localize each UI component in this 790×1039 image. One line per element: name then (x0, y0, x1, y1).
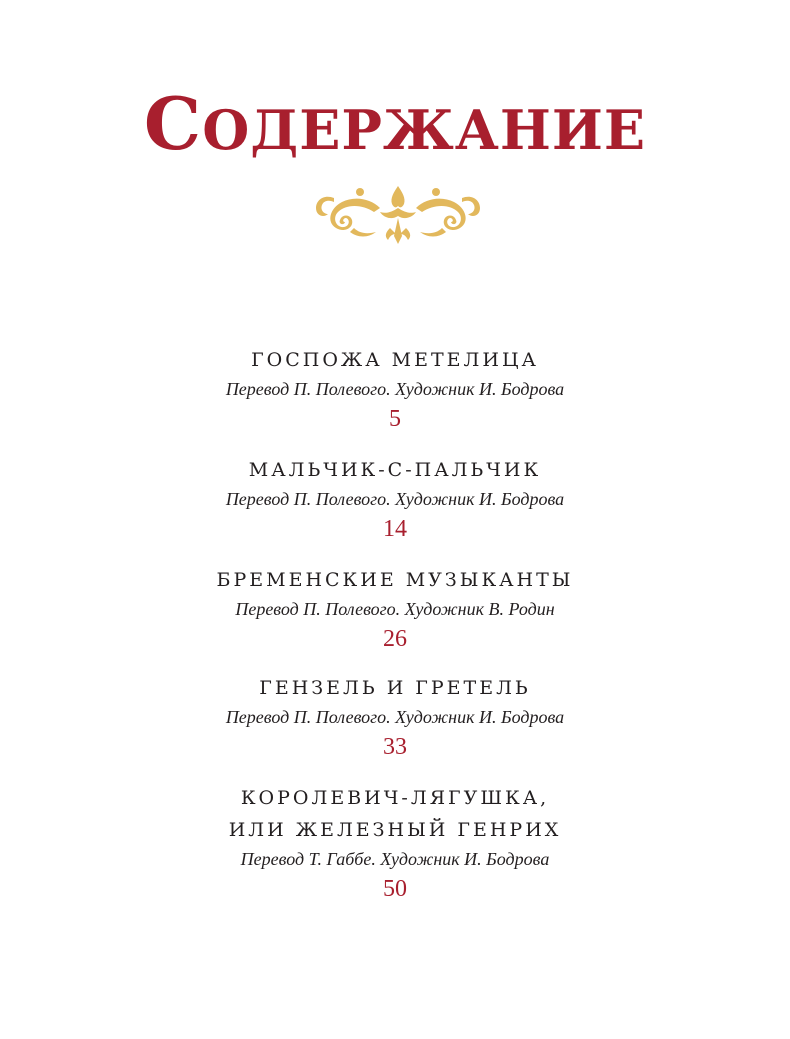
toc-entry-page-number: 5 (389, 406, 401, 432)
page-title-initial: С (143, 81, 203, 166)
toc-entry[interactable] (0, 564, 790, 654)
toc-entry-title-line: ИЛИ ЖЕЛЕЗНЫЙ ГЕНРИХ (228, 819, 562, 841)
toc-entry-title: МАЛЬЧИК-С-ПАЛЬЧИК (248, 459, 542, 481)
toc-entry-credit: Перевод Т. Габбе. Художник И. Бодрова (240, 849, 550, 869)
toc-entry-title: ГОСПОЖА МЕТЕЛИЦА (251, 349, 539, 371)
page-title-rest: ОДЕРЖАНИЕ (202, 98, 647, 162)
page-title (0, 81, 790, 166)
toc-entry-page-number: 26 (383, 626, 407, 652)
flourish-ornament-icon (310, 178, 486, 248)
toc-entry-title-line: КОРОЛЕВИЧ-ЛЯГУШКА, (240, 787, 550, 809)
toc-entry[interactable] (0, 782, 790, 904)
toc-entry[interactable] (0, 344, 790, 434)
toc-entry[interactable] (0, 672, 790, 762)
toc-entry-credit: Перевод П. Полевого. Художник И. Бодрова (225, 489, 565, 509)
toc-entry[interactable] (0, 454, 790, 544)
toc-entry-credit: Перевод П. Полевого. Художник В. Родин (235, 599, 555, 619)
toc-entry-credit: Перевод П. Полевого. Художник И. Бодрова (225, 707, 565, 727)
toc-entry-page-number: 14 (383, 516, 407, 542)
toc-entry-page-number: 33 (383, 734, 407, 760)
toc-entry-title: ГЕНЗЕЛЬ И ГРЕТЕЛЬ (259, 677, 531, 699)
toc-entry-title: БРЕМЕНСКИЕ МУЗЫКАНТЫ (216, 569, 574, 591)
toc-entry-page-number: 50 (383, 876, 407, 902)
toc-entry-credit: Перевод П. Полевого. Художник И. Бодрова (225, 379, 565, 399)
